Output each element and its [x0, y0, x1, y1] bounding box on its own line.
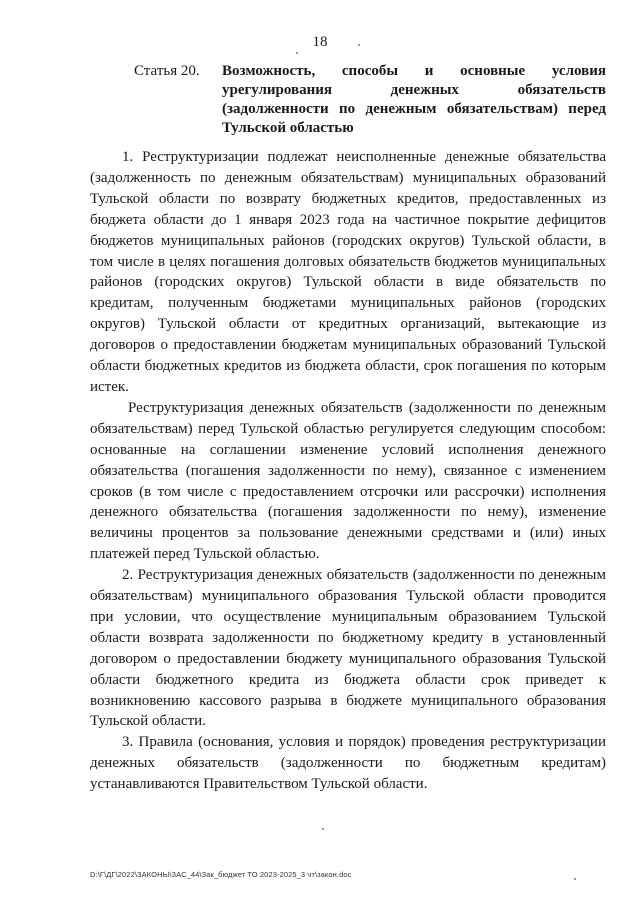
page-number: 18 [312, 34, 328, 50]
paragraph-4: 3. Правила (основания, условия и порядок) проведения реструктуризации денежных обязательств (задолженности по бюджетным кредитам) устанавливаются Правительством Тульской области. [90, 734, 606, 793]
paragraph-3: 2. Реструктуризация денежных обязательств (задолженности по денежным обязательствам) муниципального образования Тульской области проводится при условии, что осуществление муниципальным образованием Тульской области возврата задолженности по бюджетному кредиту в установленный договором о предоставлении бюджету муниципального образования Тульской области бюджетного кредита из бюджета области срок приведет к возникновению кассового разрыва в бюджете муниципального образования Тульской области. [90, 567, 606, 730]
article-title: Возможность, способы и основные условия урегулирования денежных обязательств (задолженности по денежным обязательствам) перед Тульской областью [222, 63, 606, 136]
article-body [90, 147, 606, 795]
article-label: Статья 20. [134, 63, 200, 79]
paragraph-1: 1. Реструктуризации подлежат неисполненные денежные обязательства (задолженность по денежным обязательствам) муниципальных образований Тульской области по возврату бюджетных кредитов, предоставленных из бюджета области до 1 января 2023 года на частичное покрытие дефицитов бюджетов муниципальных районов (городских округов) Тульской области, в том числе в целях погашения долговых обязательств бюджетов муниципальных районов (городских округов) Тульской области в виде обязательств по кредитам, полученным бюджетами муниципальных районов (городских округов) Тульской области от кредитных организаций, вытекающие из договоров о предоставлении бюджетам муниципальных образований Тульской области бюджетных кредитов из бюджета области, срок погашения по которым истек. [90, 149, 606, 395]
scan-speck [322, 828, 324, 830]
footer-file-path: D:\Г\ДГ\2022\ЗАКОНЫ\ЗАС_44\Зак_бюджет ТО 2023-2025_3 чт\закон.doc [90, 870, 352, 879]
scan-speck [574, 878, 576, 880]
scan-speck [296, 52, 298, 54]
paragraph-2: Реструктуризация денежных обязательств (задолженности по денежным обязательствам) перед Тульской областью регулируется следующим способом: основанные на соглашении изменение условий исполнения денежного обязательства (погашения задолженности по нему), связанное с изменением сроков (в том числе с предоставлением отсрочки или рассрочки) исполнения денежного обязательства (погашения задолженности по нему), изменение величины процентов за пользование денежными средствами и (или) иных платежей перед Тульской областью. [90, 399, 606, 563]
scan-speck [358, 44, 360, 46]
